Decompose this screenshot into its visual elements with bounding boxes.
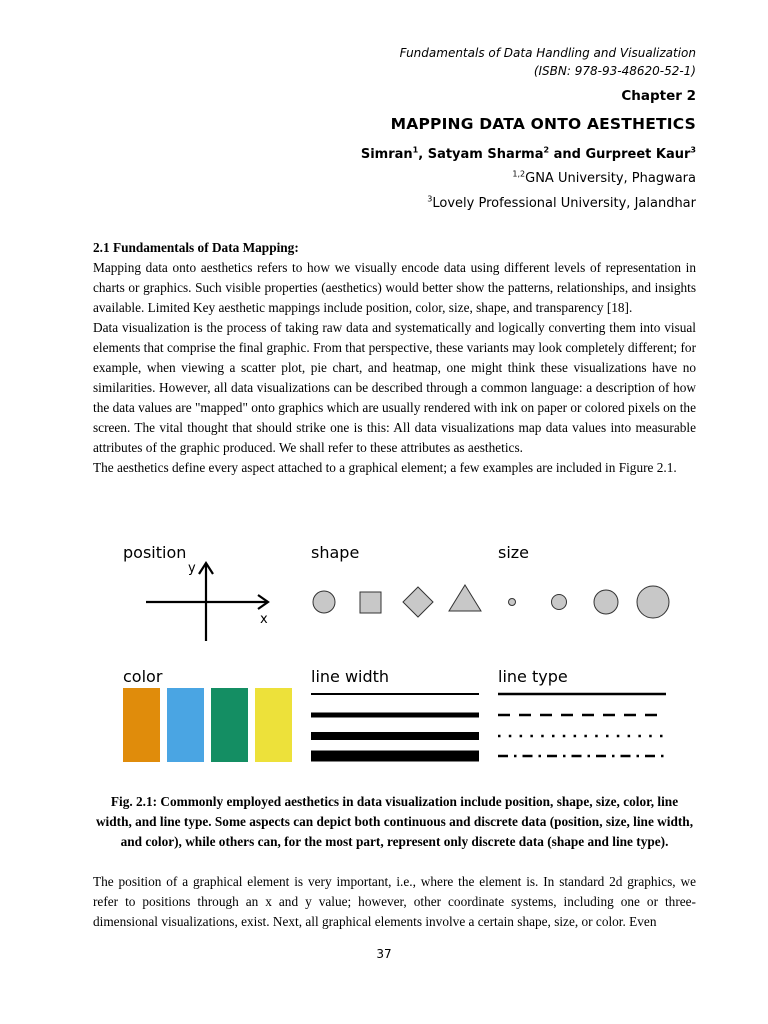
size-circle-3 xyxy=(594,590,618,614)
affiliation-sup: 1,2 xyxy=(512,169,526,179)
label-line-type: line type xyxy=(498,667,568,686)
author-sup: 1 xyxy=(412,145,419,155)
size-circle-2 xyxy=(552,595,567,610)
label-line-width: line width xyxy=(311,667,390,686)
author-name: Simran xyxy=(360,147,413,162)
body-text xyxy=(93,258,696,478)
paragraph: Data visualization is the process of taking raw data and systematically and logically converting them into visual elements that comprise the final graphic. From that perspective, these variants may look completely different; for example, when viewing a scatter plot, pie chart, and heatmap, one might think these visualizations have no similarities. However, all data visualizations can be described through a common language: a description of how the data values are "mapped" onto graphics which are usually rendered with ink on paper or colored pixels on the screen. The vital thought that should strike one is this: All data visualizations map data values into measurable attributes of the graphic produced. We shall refer to these attributes as aesthetics. xyxy=(93,320,696,455)
book-isbn: (ISBN: 978-93-48620-52-1) xyxy=(533,64,696,78)
author-name: Satyam Sharma xyxy=(427,147,544,162)
color-swatch-yellow xyxy=(255,688,292,762)
shape-square xyxy=(360,592,381,613)
axis-label-x: x xyxy=(260,612,268,627)
axis-label-y: y xyxy=(188,561,196,576)
size-circle-1 xyxy=(509,599,516,606)
affiliation-1 xyxy=(512,171,696,186)
shape-circle xyxy=(313,591,335,613)
paragraph: The aesthetics define every aspect attached to a graphical element; a few examples are included in Figure 2.1. xyxy=(93,460,677,475)
label-shape: shape xyxy=(311,543,360,562)
author-list xyxy=(361,147,696,162)
affiliation-text: GNA University, Phagwara xyxy=(525,171,696,186)
book-title: Fundamentals of Data Handling and Visualization xyxy=(399,46,696,60)
figure-caption: Fig. 2.1: Commonly employed aesthetics in data visualization include position, shape, size, color, line width, and line type. Some aspects can depict both continuous and discrete data (position, size, line width, and color), while others can, for the most part, represent only discrete data (shape and line type). xyxy=(95,794,694,849)
author-name: Gurpreet Kaur xyxy=(585,147,691,162)
affiliation-text: Lovely Professional University, Jalandhar xyxy=(432,196,696,211)
label-size: size xyxy=(498,543,530,562)
aesthetics-figure xyxy=(108,538,678,774)
chapter-number: Chapter 2 xyxy=(621,88,696,104)
section-heading: 2.1 Fundamentals of Data Mapping: xyxy=(93,240,299,255)
author-separator: , xyxy=(418,147,428,162)
color-swatch-orange xyxy=(123,688,160,762)
label-color: color xyxy=(123,667,163,686)
paragraph: Mapping data onto aesthetics refers to how we visually encode data using different levels of representation in charts or graphics. Such visible properties (aesthetics) would better show the patterns, relationships, and insights available. Limited Key aesthetic mappings include position, color, size, shape, and transparency [18]. xyxy=(93,260,696,315)
author-sup: 2 xyxy=(543,145,550,155)
chapter-title: MAPPING DATA ONTO AESTHETICS xyxy=(390,115,696,133)
color-swatch-green xyxy=(211,688,248,762)
color-swatch-blue xyxy=(167,688,204,762)
author-sup: 3 xyxy=(690,145,696,155)
paragraph: The position of a graphical element is very important, i.e., where the element is. In standard 2d graphics, we refer to positions through an x and y value; however, other coordinate systems, including one or three-dimensional visualizations, exist. Next, all graphical elements involve a certain shape, size, or color. Even xyxy=(93,874,696,929)
shape-diamond xyxy=(403,587,433,617)
author-separator: and xyxy=(549,147,586,162)
running-header xyxy=(400,44,696,80)
page-number: 37 xyxy=(376,947,392,961)
affiliation-sup: 3 xyxy=(427,194,433,204)
label-position: position xyxy=(123,543,187,562)
affiliation-2 xyxy=(427,196,696,211)
shape-triangle xyxy=(449,585,481,611)
size-circle-4 xyxy=(637,586,669,618)
